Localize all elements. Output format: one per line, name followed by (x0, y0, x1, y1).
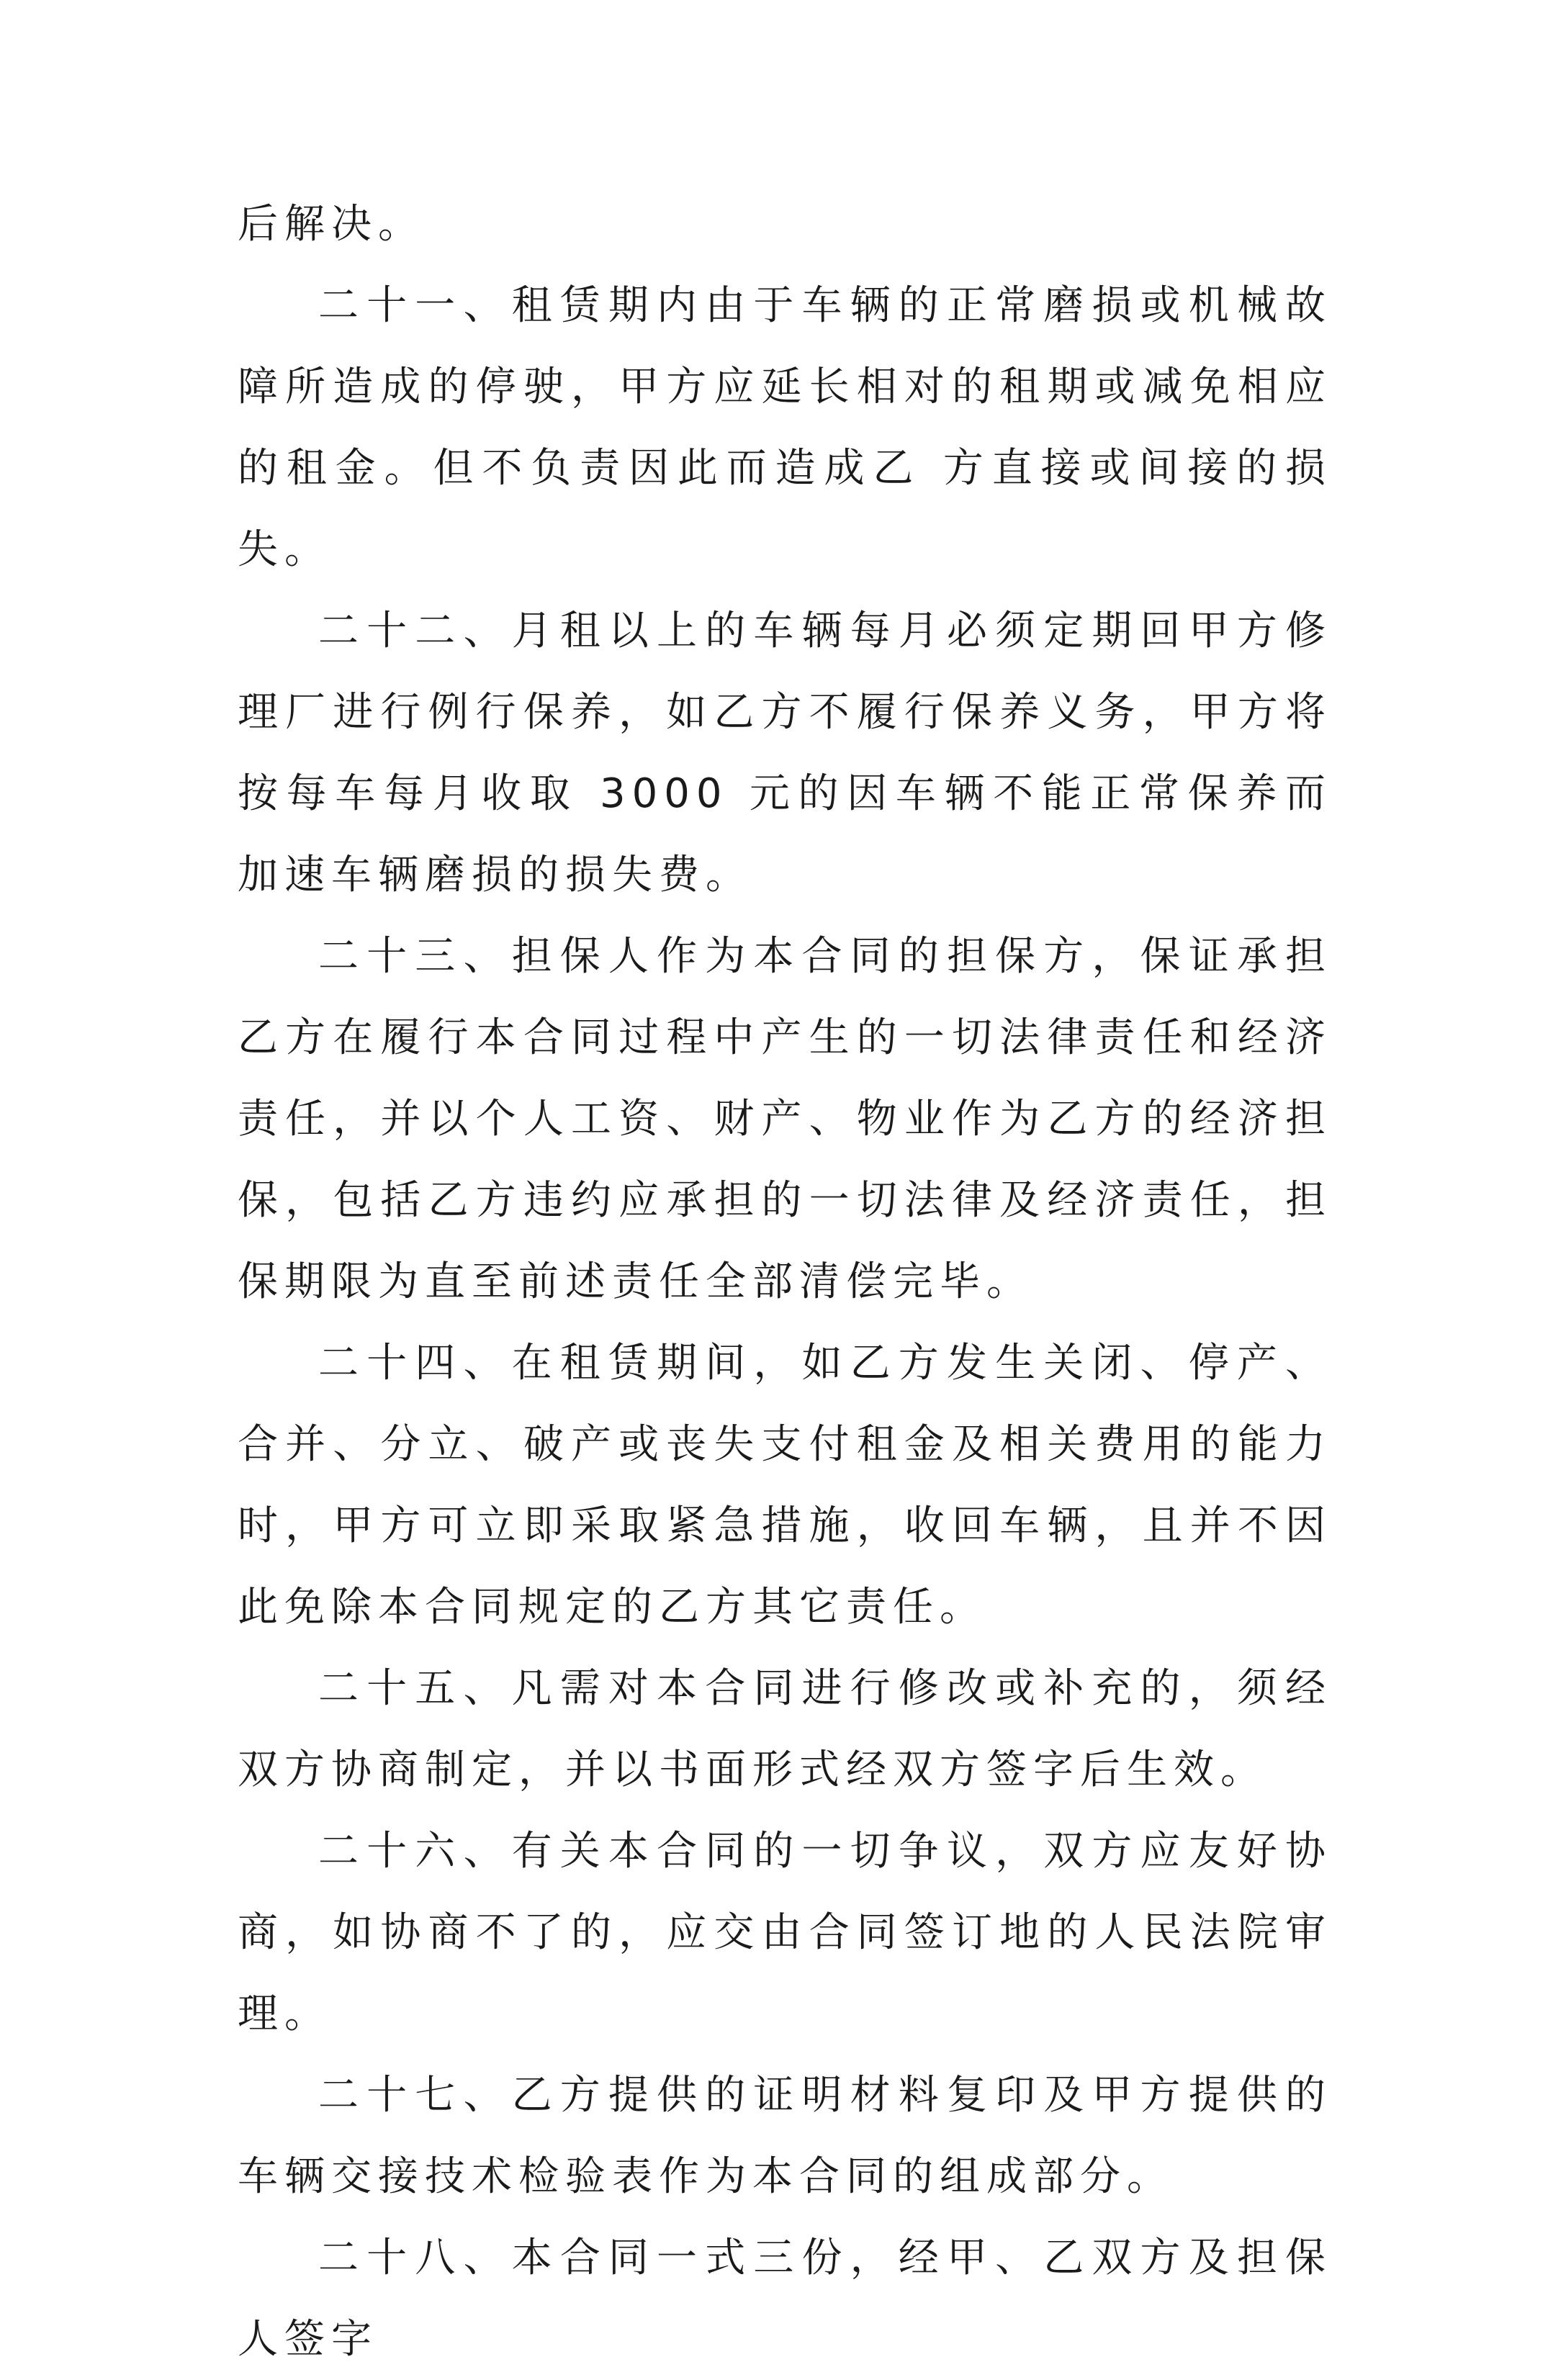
paragraph-clause-26: 二十六、有关本合同的一切争议，双方应友好协商，如协商不了的，应交由合同签订地的人民法院审理。 (238, 1828, 1332, 2037)
document-page (238, 184, 1332, 2380)
paragraph-clause-28: 二十八、本合同一式三份，经甲、乙双方及担保人签字 (238, 2235, 1332, 2363)
paragraph-continuation: 后解决。 (238, 201, 425, 248)
paragraph-clause-24: 二十四、在租赁期间，如乙方发生关闭、停产、合并、分立、破产或丧失支付租金及相关费用的能力时，甲方可立即采取紧急措施，收回车辆，且并不因此免除本合同规定的乙方其它责任。 (238, 1340, 1332, 1631)
paragraph-clause-22: 二十二、月租以上的车辆每月必须定期回甲方修理厂进行例行保养，如乙方不履行保养义务，甲方将按每车每月收取 3000 元的因车辆不能正常保养而加速车辆磨损的损失费。 (238, 608, 1332, 898)
paragraph-clause-21: 二十一、租赁期内由于车辆的正常磨损或机械故障所造成的停驶，甲方应延长相对的租期或减免相应的租金。但不负责因此而造成乙 方直接或间接的损失。 (238, 282, 1332, 573)
paragraph-clause-23: 二十三、担保人作为本合同的担保方，保证承担乙方在履行本合同过程中产生的一切法律责任和经济责任，并以个人工资、财产、物业作为乙方的经济担保，包括乙方违约应承担的一切法律及经济责任，担保期限为直至前述责任全部清偿完毕。 (238, 933, 1332, 1305)
paragraph-clause-25: 二十五、凡需对本合同进行修改或补充的，须经双方协商制定，并以书面形式经双方签字后生效。 (238, 1665, 1332, 1793)
paragraph-clause-27: 二十七、乙方提供的证明材料复印及甲方提供的车辆交接技术检验表作为本合同的组成部分。 (238, 2072, 1332, 2200)
